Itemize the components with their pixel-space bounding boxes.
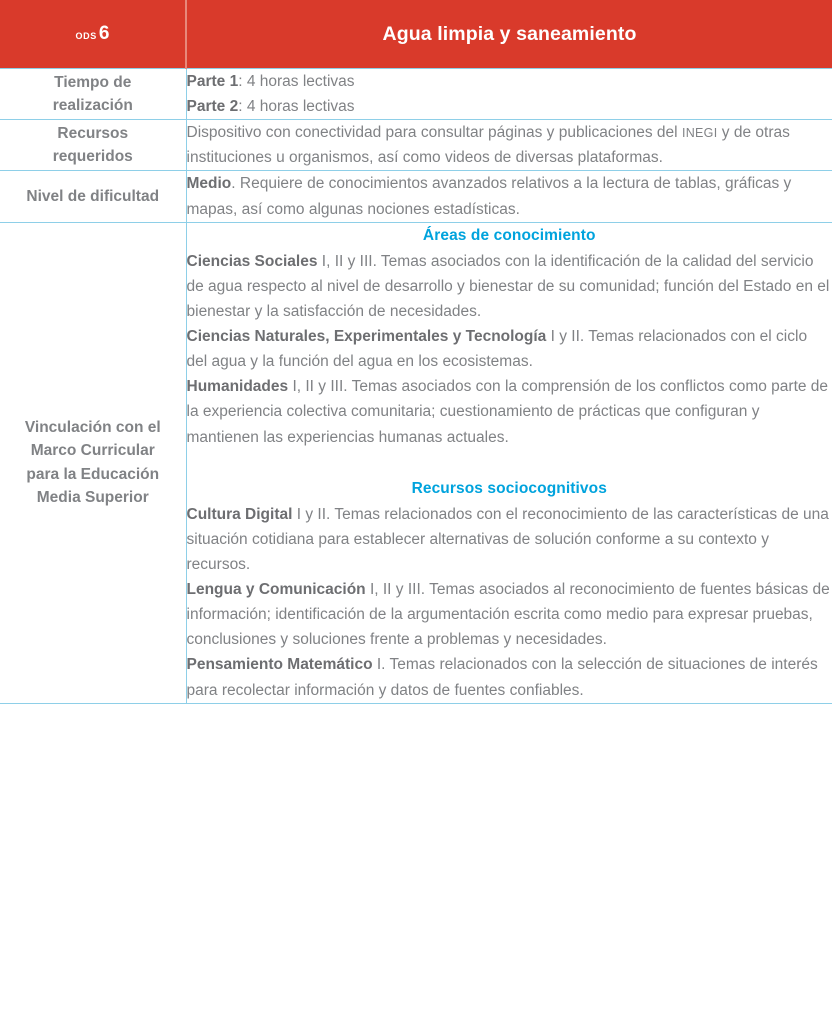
row-label-line-2: Marco Curricular: [30, 442, 155, 460]
row-label-line-1: Nivel de dificultad: [26, 187, 160, 205]
row-content-tiempo-realizacion: [186, 69, 832, 120]
entry-lengua-comunicacion: [187, 577, 832, 652]
section-heading-areas-conocimiento: Áreas de conocimiento: [422, 226, 596, 244]
entry-cultura-digital-title: Cultura Digital: [186, 505, 293, 523]
row-label-line-2: realización: [52, 97, 133, 115]
row-label-line-2: requeridos: [52, 148, 133, 166]
row-label-line-3: para la Educación: [26, 465, 160, 483]
row-label-line-1: Recursos: [57, 124, 129, 142]
nivel-dificultad-description: . Requiere de conocimientos avanzados relativos a la lectura de tablas, gráficas y mapas, así como algunas nociones estadísticas.: [186, 175, 792, 218]
entry-pensamiento-matematico-text: I. Temas relacionados con la selección de situaciones de interés para recolectar información y datos de fuentes confiables.: [186, 656, 818, 699]
section-heading-recursos-sociocognitivos: Recursos sociocognitivos: [411, 479, 607, 497]
entry-lengua-comunicacion-text: I, II y III. Temas asociados al reconocimiento de fuentes básicas de información; identificación de la argumentación escrita como medio para expresar pruebas, conclusiones y soluciones frente a problemas y necesidades.: [186, 581, 830, 649]
parte-2-value: : 4 horas lectivas: [238, 98, 355, 116]
parte-1-label: Parte 1: [186, 73, 239, 90]
row-label-nivel-dificultad: [0, 171, 186, 222]
entry-ciencias-sociales-text: I, II y III. Temas asociados con la identificación de la calidad del servicio de agua respecto al nivel de desarrollo y bienestar de su comunidad; función del Estado en el bienestar y la satisfacción de necesidades.: [186, 252, 830, 320]
entry-cultura-digital-text: I y II. Temas relacionados con el reconocimiento de las características de una situación cotidiana para establecer alternativas de solución conforme a su contexto y recursos.: [186, 505, 829, 573]
entry-humanidades-text: I, II y III. Temas asociados con la comprensión de los conflictos como parte de la experiencia colectiva comunitaria; cuestionamiento de prácticas que configuran y mantienen las experiencias humanas actuales.: [186, 378, 829, 446]
nivel-dificultad-paragraph: [187, 171, 832, 221]
ods-number: 6: [98, 23, 110, 44]
section-recursos-sociocognitivos: [187, 476, 832, 703]
recursos-text-after: y de otras instituciones u organismos, así como videos de diversas plataformas.: [186, 124, 790, 167]
table-row-nivel-dificultad: [0, 171, 832, 222]
page-title: Agua limpia y saneamiento: [382, 22, 637, 45]
entry-humanidades-title: Humanidades: [186, 378, 289, 396]
section-spacer: [187, 450, 832, 476]
table-row-vinculacion-marco-curricular: [0, 222, 832, 703]
tiempo-parte-2: [187, 94, 832, 119]
row-label-line-4: Media Superior: [36, 489, 149, 507]
entry-ciencias-sociales: [187, 249, 832, 324]
entry-ciencias-naturales-title: Ciencias Naturales, Experimentales y Tecnología: [186, 328, 547, 346]
inegi-acronym: INEGI: [681, 126, 718, 141]
entry-ciencias-naturales-text: I y II. Temas relacionados con el ciclo del agua y la función del agua en los ecosistemas.: [186, 328, 808, 371]
entry-humanidades: [187, 374, 832, 449]
row-content-recursos-requeridos: [186, 120, 832, 171]
header-title-cell: [186, 0, 832, 69]
entry-lengua-comunicacion-title: Lengua y Comunicación: [186, 581, 366, 599]
ods-label: ods: [75, 27, 97, 42]
entry-pensamiento-matematico: [187, 652, 832, 702]
recursos-text-before: Dispositivo con conectividad para consultar páginas y publicaciones del: [186, 124, 682, 142]
row-label-recursos-requeridos: [0, 120, 186, 171]
entry-cultura-digital: [187, 502, 832, 577]
entry-pensamiento-matematico-title: Pensamiento Matemático: [186, 656, 373, 674]
nivel-dificultad-value: Medio: [186, 175, 232, 193]
header-ods-cell: [0, 0, 186, 69]
row-content-nivel-dificultad: [186, 171, 832, 222]
parte-2-label: Parte 2: [186, 98, 239, 116]
table-row-tiempo-realizacion: [0, 69, 832, 120]
row-label-tiempo-realizacion: [0, 69, 186, 120]
recursos-paragraph: [187, 120, 832, 170]
section-areas-de-conocimiento: [187, 223, 832, 450]
parte-1-value: : 4 horas lectivas: [238, 73, 355, 90]
row-label-line-1: Tiempo de: [54, 73, 132, 91]
row-label-line-1: Vinculación con el: [24, 418, 161, 436]
tiempo-parte-1: [187, 69, 832, 94]
table-header-row: [0, 0, 832, 69]
entry-ciencias-sociales-title: Ciencias Sociales: [186, 252, 318, 270]
row-content-vinculacion-marco-curricular: [186, 222, 832, 703]
row-label-vinculacion-marco-curricular: [0, 222, 186, 703]
table-row-recursos-requeridos: [0, 120, 832, 171]
entry-ciencias-naturales: [187, 324, 832, 374]
